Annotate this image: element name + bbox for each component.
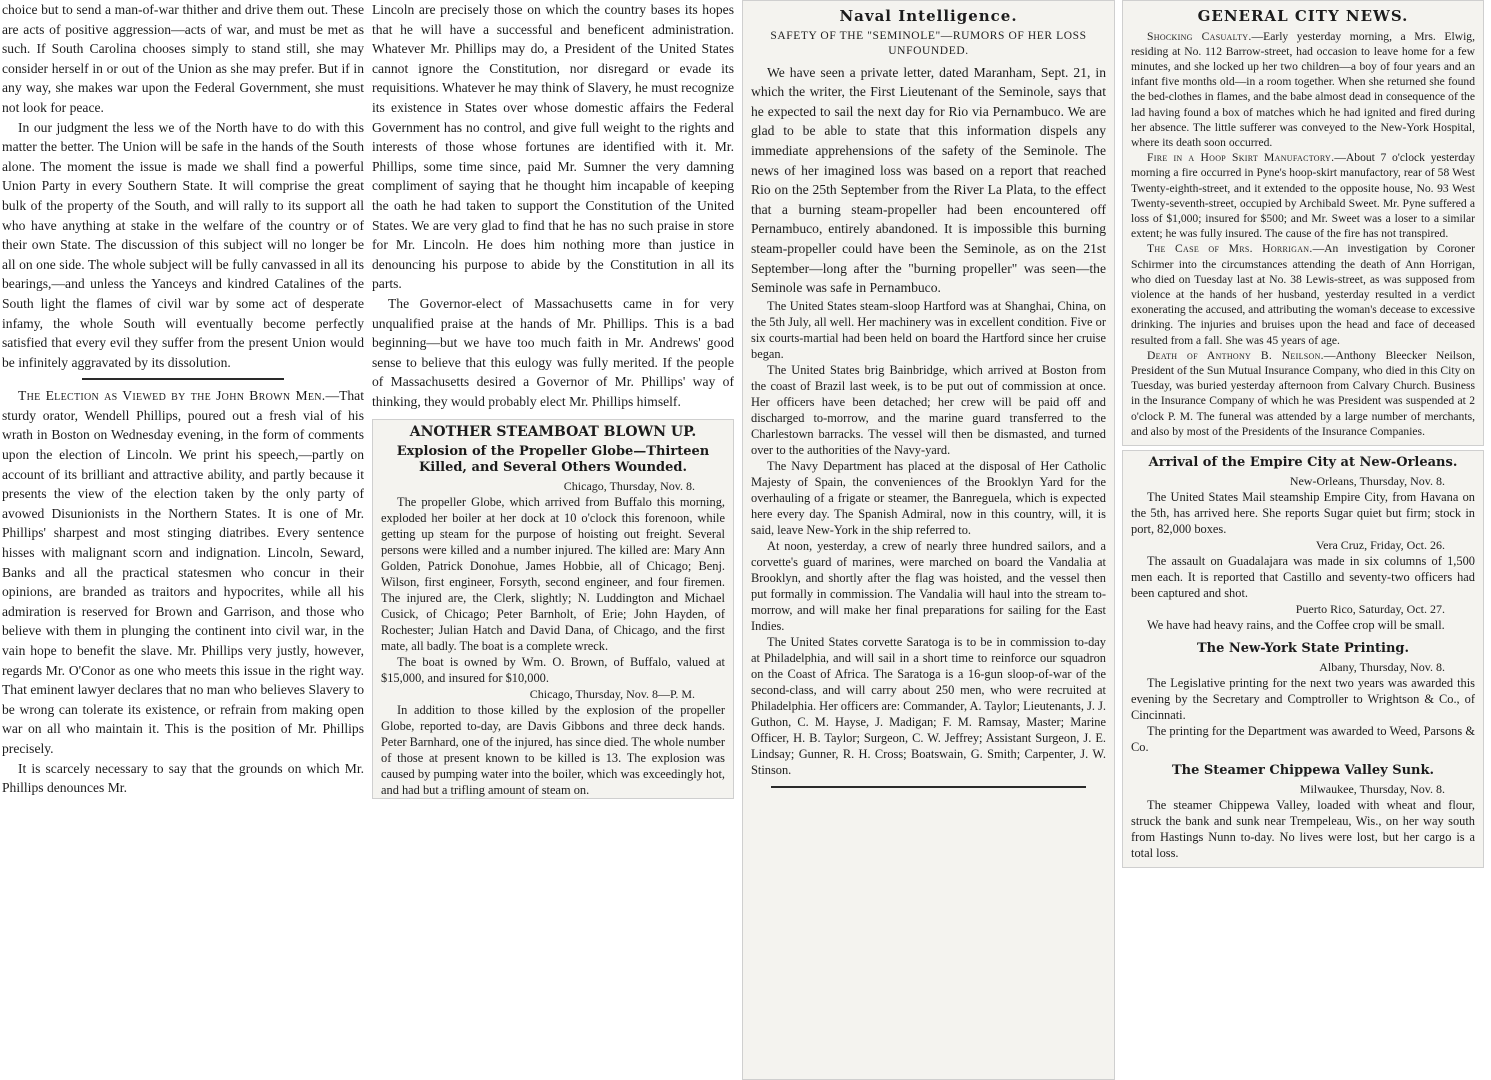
city-news-item-2-text: —About 7 o'clock yesterday morning a fire occurred in Pyne's hoop-skirt manufactory, rear of 58 West Twenty-eighth-street, and it extended to the opposite house, No. 93 West Twenty-seventh-street, occupied by Archibald Sweet. Mr. Pyne suffered a loss of $1,000; insured for $500; and Mr. Sweet was a loser to a similar extent; he was fully insured. The cause of the fire has not transpired.	[1131, 151, 1475, 241]
steamboat-paragraph-1: The propeller Globe, which arrived from Buffalo this morning, exploded her boiler at her dock at 10 o'clock this forenoon, while getting up steam for the purpose of hoisting out freight. Several persons were killed and a number injured. The killed are: Mary Ann Golden, Patrick Donohue, James Hobbie, all of Chicago; Benj. Wilson, first engineer, Forsyth, second engineer, and four firemen. The injured are, the Clerk, slightly; N. Luddington and Michael Cusick, of Chicago; Peter Barnholt, of Erie; John Hayden, of Rochester; Julian Hatch and David Dana, of Chicago, and the first mate, all badly. The boat is a complete wreck.	[381, 495, 725, 654]
naval-paragraph-4: The Navy Department has placed at the disposal of Her Catholic Majesty of Spain, the conveniences of the Brooklyn Yard for the overhauling of a frigate or steamer, the Banreguela, which is expected here every day. The Spanish Admiral, now in this country, will, it is said, leave New-York in the ship referred to.	[751, 458, 1106, 537]
steamboat-paragraph-3: In addition to those killed by the explosion of the propeller Globe, reported to-day, are Davis Gibbons and three deck hands. Peter Barnhard, one of the injured, has since died. The whole number of those at present known to be killed is 13. The explosion was caused by pumping water into the boiler, which was exceedingly hot, and had but a trifling amount of steam on.	[381, 703, 725, 798]
city-news-item-2-heading: Fire in a Hoop Skirt Manufactory.	[1147, 151, 1335, 165]
city-news-article	[1122, 0, 1484, 446]
city-news-item-2	[1131, 150, 1475, 241]
empire-city-dateline-2: Vera Cruz, Friday, Oct. 26.	[1315, 538, 1445, 553]
city-news-item-4-heading: Death of Anthony B. Neilson.	[1147, 348, 1324, 362]
column-1	[2, 0, 364, 1080]
state-printing-title: The New-York State Printing.	[1196, 641, 1410, 657]
city-news-item-1-text: —Early yesterday morning, a Mrs. Elwig, residing at No. 112 Barrow-street, had occasion to leave home for a few minutes, and she locked up her two children—a boy of four years and an infant five months old—in a room together. When she returned she found the bed-clothes in flames, and the babe almost dead in consequence of the lad having found a box of matches which he had ignited and fired during her absence. The little sufferer was conveyed to the New-York Hospital, where its death soon occurred.	[1131, 29, 1475, 150]
chippewa-title: The Steamer Chippewa Valley Sunk.	[1171, 763, 1435, 779]
empire-city-dateline-3: Puerto Rico, Saturday, Oct. 27.	[1295, 602, 1445, 617]
city-news-title: GENERAL CITY NEWS.	[1197, 7, 1409, 25]
naval-paragraph-1: We have seen a private letter, dated Maranham, Sept. 21, in which the writer, the First Lieutenant of the Seminole, says that he expected to sail the next day for Rio via Pernambuco. We are glad to be able to state that this information dispels any immediate apprehensions of the safety of the Seminole. The news of her imagined loss was based on a report that reached Rio on the 25th September from the River La Plata, to the effect that a burning steam-propeller had been encountered off Pernambuco, entirely abandoned. It is impossible this burning steam-propeller could have been the Seminole, as on the 21st September—long after the "burning propeller" was seen—the Seminole was safe in Pernambuco.	[751, 64, 1106, 296]
city-news-item-3-text: —An investigation by Coroner Schirmer into the circumstances attending the death of Ann Horrigan, who died on Tuesday last at No. 38 Lewis-street, as was supposed from violence at the hands of her husband, yesterday resulted in a verdict exonerating the accused, and attributing the woman's decease to excessive drinking. The injuries and bruises upon the head and face of deceased resulted from a fall. She was 45 years of age.	[1131, 242, 1476, 347]
state-printing-paragraph-2: The printing for the Department was awarded to Weed, Parsons & Co.	[1131, 724, 1475, 755]
state-printing-paragraph-1: The Legislative printing for the next two years was awarded this evening by the Secretary and Comptroller to Wrightson & Co., of Cincinnati.	[1131, 676, 1475, 723]
col1-election-text: —That sturdy orator, Wendell Phillips, poured out a fresh vial of his wrath in Boston on Wednesday evening, in the form of comments upon the election of Lincoln. We print his speech,—partly on account of its brilliant and attractive ability, and partly because it presents the view of the election taken by the only party of avowed Disunionists in the Northern States. It is one of Mr. Phillips' sharpest and most stinging diatribes. Every sentence hisses with malignant scorn and indignation. Lincoln, Seward, Banks and all the practical statesmen who concur in their opinions, are branded as traitors and hypocrites, while all his admiration is reserved for Brown and Garrison, and those who believe with them in plunging the continent into civil war, in the vain hope to benefit the slave. Mr. Phillips very justly, however, regards Mr. O'Conor as one who meets this issue in the right way. That eminent lawyer declares that no man who believes Slavery to be wrong can tolerate its existence, or refrain from making open war on all who maintain it. This is the position of Mr. Phillips precisely.	[2, 388, 364, 756]
chippewa-dateline: Milwaukee, Thursday, Nov. 8.	[1299, 782, 1445, 797]
naval-divider	[771, 786, 1086, 788]
empire-city-dateline-1: New-Orleans, Thursday, Nov. 8.	[1289, 474, 1445, 489]
col2-paragraph-1: Lincoln are precisely those on which the country bases its hopes that he will have a successful and beneficent administration. Whatever Mr. Phillips may do, a President of the United States cannot ignore the Constitution, nor disregard or evade its requisitions. Whatever he may think of Slavery, he must recognize its existence in States over whose domestic affairs the Federal Government has no control, and give full weight to the rights and interests of those whose fortunes are identified with it. Mr. Phillips, some time since, paid Mr. Sumner the very damning compliment of saying that he thought him incapable of keeping the oath he had taken to support the Constitution of the United States. We are very glad to find that he has no such praise in store for Mr. Lincoln. He does him nothing more than justice in denouncing his purpose to abide by the Constitution in all its parts.	[372, 2, 734, 292]
naval-paragraph-2: The United States steam-sloop Hartford was at Shanghai, China, on the 5th July, all well. Her machinery was in excellent condition. Five or six courts-martial had been held on board the Hartford since her cruise began.	[751, 298, 1106, 361]
naval-paragraph-5: At noon, yesterday, a crew of nearly three hundred sailors, and a corvette's guard of marines, were marched on board the Vandalia at Brooklyn, and shortly after the flag was hoisted, and the vessel then put formally in commission. The Vandalia will haul into the stream to-morrow, and will make her final preparations for sailing for the East Indies.	[751, 538, 1106, 633]
city-news-item-1	[1131, 29, 1475, 151]
chippewa-paragraph-1: The steamer Chippewa Valley, loaded with wheat and flour, struck the bank and sunk near Trempeleau, Wis., on her way south from Hastings Nunn to-day. No lives were lost, but her cargo is a total loss.	[1131, 798, 1475, 861]
city-news-item-4	[1131, 348, 1475, 439]
col1-paragraph-2: In our judgment the less we of the North have to do with this matter the better. The Union will be safe in the hands of the South alone. The moment the issue is made we shall find a powerful Union Party in every Southern State. It will comprise the great bulk of the property of the South, and will rally to its support all who have anything at stake in the welfare of the country or of their own State. The discussion of this subject will no longer be all on one side. The whole subject will be fully canvassed in all its bearings,—and unless the Yanceys and kindred Catalines of the South light the flames of civil war by some act of desperate infamy, the whole South will eventually become perfectly satisfied that every evil they suffer from the present Union would be infinitely aggravated by its dissolution.	[2, 119, 364, 370]
state-printing-dateline: Albany, Thursday, Nov. 8.	[1319, 660, 1445, 675]
naval-paragraph-6: The United States corvette Saratoga is to be in commission to-day at Philadelphia, and will sail in a short time to reinforce our squadron on the Coast of Africa. The Saratoga is a 16-gun sloop-of-war of the second-class, and will carry about 250 men, who were recruited at Philadelphia. Her officers are: Commander, A. Taylor; Lieutenants, J. J. Guthon, C. M. Hayse, J. Madigan; F. M. Ramsay, Master; Marine Officer, H. B. Taylor; Surgeon, C. W. Jeffrey; Assistant Surgeon, J. E. Lindsay; Gunner, R. H. Cross; Boatswain, G. Smith; Carpenter, J. W. Stinson.	[751, 634, 1107, 777]
column-4	[1122, 0, 1484, 1080]
empire-city-paragraph-2: The assault on Guadalajara was made in six columns of 1,500 men each. It is reported that Castillo and seventy-two officers had been captured and shot.	[1131, 554, 1475, 601]
empire-city-paragraph-1: The United States Mail steamship Empire City, from Havana on the 5th, has arrived here. She reports Sugar quiet but firm; stock in port, 82,000 boxes.	[1131, 490, 1475, 537]
empire-city-article	[1122, 450, 1484, 868]
city-news-item-4-text: —Anthony Bleecker Neilson, President of the Sun Mutual Insurance Company, who died in this City on Tuesday, was buried yesterday afternoon from Calvary Church. Business in the Insurance Company of which he was President was suspended at 2 o'clock P. M. The funeral was attended by a large number of merchants, and also by most of the Presidents of the Insurance Companies.	[1131, 348, 1475, 438]
naval-subtitle: SAFETY OF THE "SEMINOLE"—RUMORS OF HER LOSS UNFOUNDED.	[770, 29, 1087, 57]
city-news-item-1-heading: Shocking Casualty.	[1147, 29, 1252, 43]
col2-paragraph-2: The Governor-elect of Massachusetts came in for very unqualified praise at the hands of Mr. Phillips. This is a bad beginning—but we have too much faith in Mr. Andrews' good sense to believe that this eulogy was fully merited. If the people of Massachusetts desired a Governor of Mr. Phillips' way of thinking, they would probably elect Mr. Phillips himself.	[372, 295, 734, 409]
col1-paragraph-1: choice but to send a man-of-war thither and drive them out. These are acts of positive aggression—acts of war, and must be met as such. If South Carolina chooses simply to stand still, she may consider herself in or out of the Union as she may prefer. But if in any way, she makes war upon the Federal Government, she must not look for peace.	[2, 2, 364, 115]
naval-title: Naval Intelligence.	[839, 7, 1018, 25]
steamboat-article	[372, 419, 734, 799]
col1-paragraph-4: It is scarcely necessary to say that the grounds on which Mr. Phillips denounces Mr.	[2, 760, 364, 796]
empire-city-title: Arrival of the Empire City at New-Orleans.	[1148, 455, 1458, 471]
column-3-naval-intelligence	[742, 0, 1115, 1080]
naval-paragraph-3: The United States brig Bainbridge, which arrived at Boston from the coast of Brazil last week, is to be put out of commission at once. Her officers have been detached; her crew will be paid off and discharged to-morrow, and the marine guard transferred to the Charlestown barracks. The vessel will then be dismasted, and turned over to the authorities of the Navy-yard.	[751, 362, 1106, 457]
steamboat-dateline-1: Chicago, Thursday, Nov. 8.	[563, 479, 695, 494]
steamboat-title: ANOTHER STEAMBOAT BLOWN UP.	[409, 424, 697, 441]
col1-divider	[82, 378, 284, 380]
column-2	[372, 0, 734, 1080]
empire-city-paragraph-3: We have had heavy rains, and the Coffee crop will be small.	[1147, 618, 1445, 633]
steamboat-subtitle: Explosion of the Propeller Globe—Thirteen Killed, and Several Others Wounded.	[396, 444, 710, 476]
col1-paragraph-3	[2, 386, 364, 758]
city-news-item-3	[1131, 241, 1475, 347]
steamboat-paragraph-2: The boat is owned by Wm. O. Brown, of Buffalo, valued at $15,000, and insured for $10,000.	[381, 655, 725, 686]
col1-election-heading: The Election as Viewed by the John Brown Men.	[18, 388, 326, 404]
steamboat-dateline-2: Chicago, Thursday, Nov. 8—P. M.	[529, 687, 695, 702]
city-news-item-3-heading: The Case of Mrs. Horrigan.	[1147, 242, 1313, 256]
